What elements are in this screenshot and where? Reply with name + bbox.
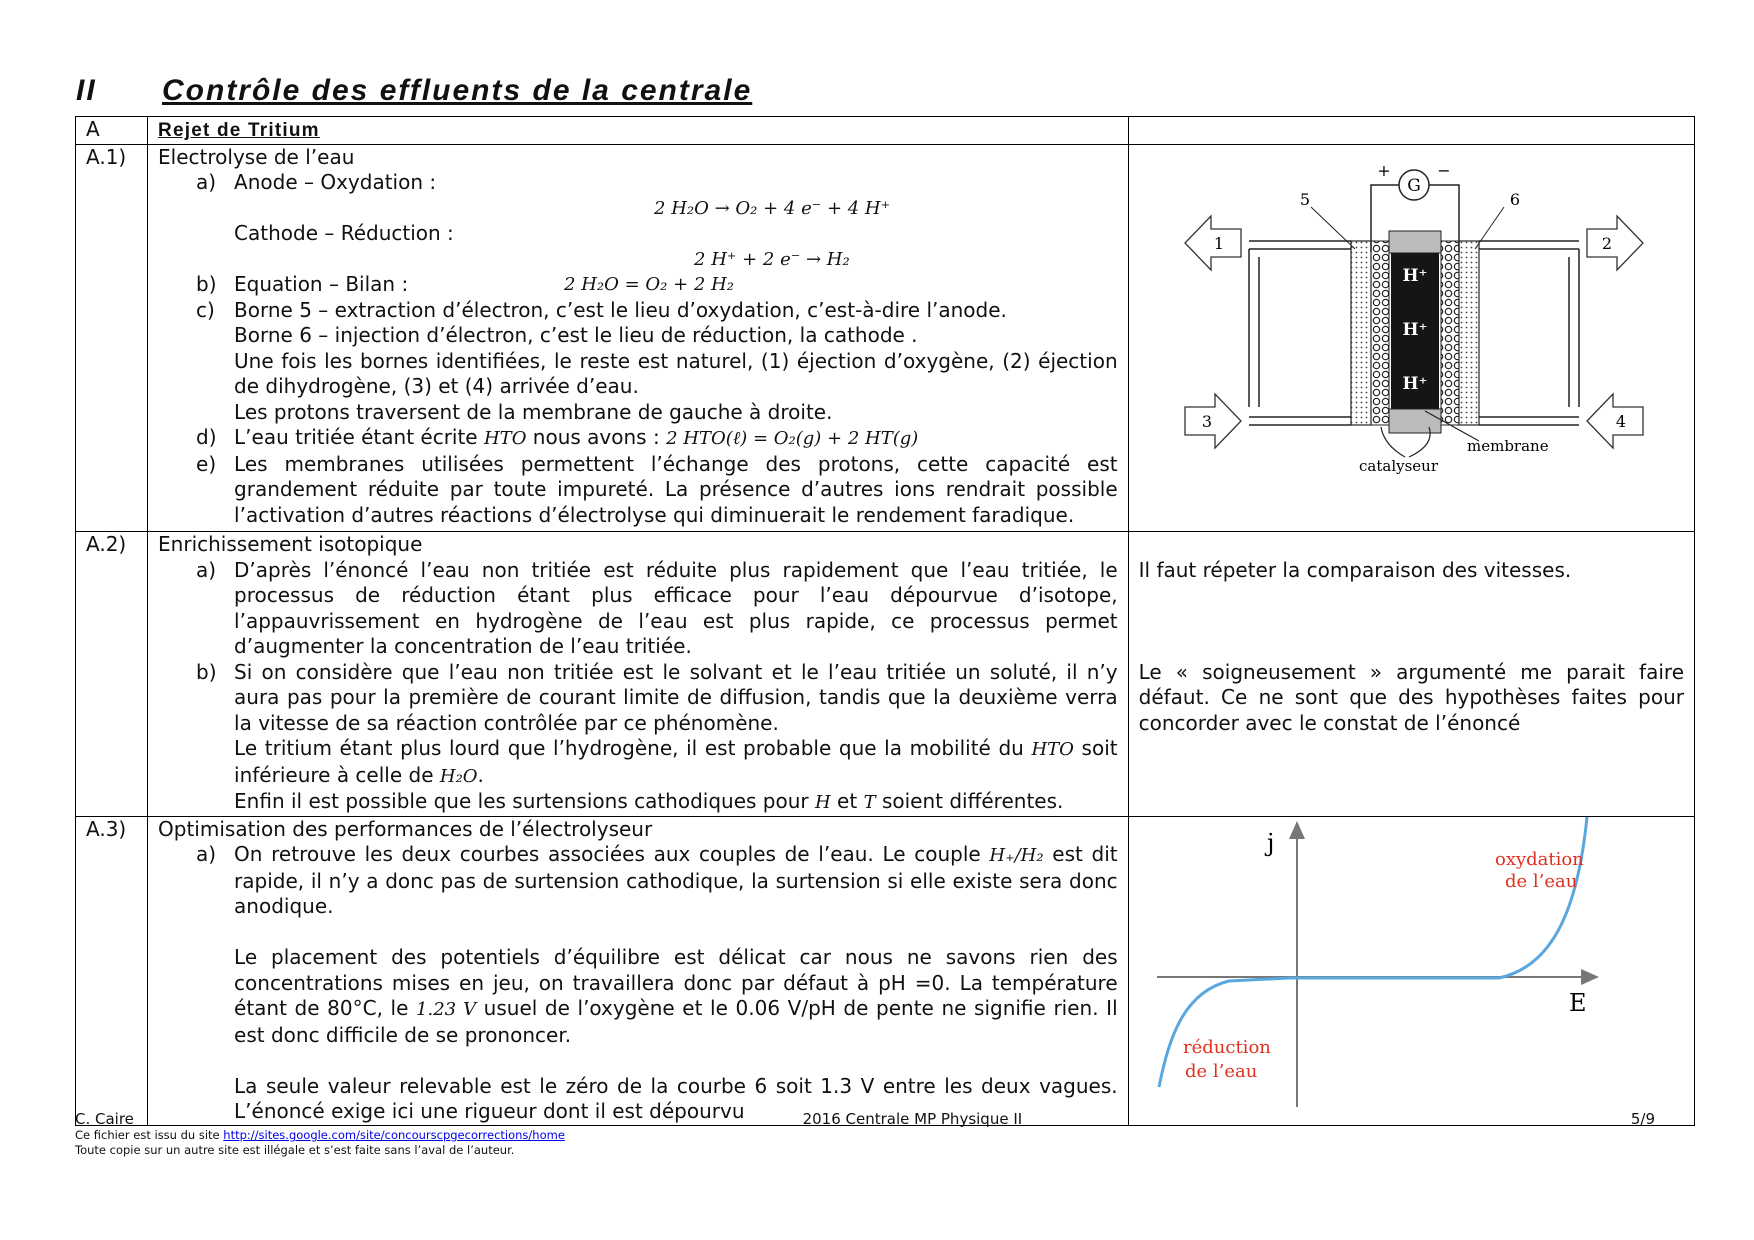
row-a1-id: A.1) xyxy=(76,144,148,532)
electrolyzer-diagram xyxy=(1129,145,1695,525)
header-label: Rejet de Tritium xyxy=(158,120,320,141)
correction-table xyxy=(75,116,1695,1126)
footer-course: 2016 Centrale MP Physique II xyxy=(802,1110,1023,1128)
a1-e-text: Les membranes utilisées permettent l’échange des protons, cette capacité est grandement réduite par toute impureté. La présence d’autres ions rendrait possible l’activation d’autres réactions d’électrolyse qui diminuerait le rendement faradique. xyxy=(234,451,1118,527)
lead-5 xyxy=(1311,207,1355,249)
arrow-2 xyxy=(1587,216,1643,270)
header-row xyxy=(76,117,1695,145)
a3-a-text1: On retrouve les deux courbes associées aux couples de l’eau. Le couple xyxy=(234,842,990,866)
a1-cathode-text: Cathode – Réduction : xyxy=(234,221,454,245)
a2-b-text2b: soit inférieure à celle de xyxy=(234,736,1118,787)
a2-b-text3a: Enfin il est possible que les surtensions cathodiques pour xyxy=(234,789,815,813)
header-empty xyxy=(1128,117,1694,145)
eq-bilan: 2 H₂O = O₂ + 2 H₂ xyxy=(564,274,734,295)
e-axis-arrow xyxy=(1581,969,1599,985)
a1-a-label: a) xyxy=(196,170,217,194)
a2-a-text: D’après l’énoncé l’eau non tritiée est réduite plus rapidement que l’eau tritiée, le processus de réduction étant plus efficace pour l’eau dépourvue d’isotope, l’appauvrissement en hydrogène de l’eau est plus rapide, ce processus permet d’augmenter la concentration de l’eau tritiée. xyxy=(234,557,1118,658)
terminal-6: 6 xyxy=(1509,189,1520,209)
a3-p3: La seule valeur relevable est le zéro de la courbe 6 soit 1.3 V entre les deux vagues. L’énoncé exige ici une rigueur dont il est dépourvu xyxy=(234,1073,1118,1123)
section-title-text: Contrôle des effluents de la centrale xyxy=(162,74,753,107)
arrow-1-label: 1 xyxy=(1213,233,1224,253)
a1-a-text: Anode – Oxydation : xyxy=(234,170,437,194)
a3-p2b: usuel de l’oxygène et le 0.06 V/pH de pente ne signifie rien. Il est donc difficile de se prononcer. xyxy=(234,996,1118,1047)
a2-b-h2o: H₂O xyxy=(439,765,478,787)
plus-label: + xyxy=(1376,160,1391,180)
channel-top-left xyxy=(1249,241,1351,407)
a3-a-text2: est dit rapide, il n’y a donc pas de surtension cathodique, la surtension si elle existe sera donc anodique. xyxy=(234,842,1118,918)
a1-c-line1: Borne 5 – extraction d’électron, c’est le lieu d’oxydation, c’est-à-dire l’anode. xyxy=(234,297,1007,322)
section-number: II xyxy=(76,74,97,107)
arrow-2-label: 2 xyxy=(1601,233,1612,253)
eq-tritium: 2 HTO(ℓ) = O₂(g) + 2 HT(g) xyxy=(666,428,919,449)
channel-bot-right xyxy=(1479,417,1579,425)
red-label-2: de l’eau xyxy=(1184,1060,1257,1082)
section-title xyxy=(76,74,752,108)
channel-top-right xyxy=(1479,241,1579,407)
row-a1-content xyxy=(148,144,1129,532)
row-a2-content xyxy=(148,532,1129,817)
row-a3-content xyxy=(148,816,1129,1125)
a2-b-text3c: soient différentes. xyxy=(875,789,1064,813)
a2-heading: Enrichissement isotopique xyxy=(158,532,423,556)
membrane-label: membrane xyxy=(1466,436,1549,455)
a2-a-label: a) xyxy=(196,557,217,582)
a2-comment-2: Le « soigneusement » argumenté me parait faire défaut. Ce ne sont que des hypothèses faites pour concorder avec le constat de l’énoncé xyxy=(1138,659,1684,735)
a2-b-text1: Si on considère que l’eau non tritiée est le solvant et le l’eau tritiée un soluté, il n’y aura pas pour la première de courant limite de diffusion, tandis que la deuxième verra la vitesse de sa réaction contrôlée par ce phénomène. xyxy=(234,659,1118,735)
a1-b-label: b) xyxy=(196,272,217,296)
terminal-5: 5 xyxy=(1299,189,1310,209)
footer-source-link[interactable]: http://sites.google.com/site/concourscpgecorrections/home xyxy=(223,1128,565,1142)
a2-b-text2a: Le tritium étant plus lourd que l’hydrogène, il est probable que la mobilité du xyxy=(234,736,1032,760)
red-label-1: réduction xyxy=(1182,1036,1271,1058)
footer-author: C. Caire xyxy=(75,1110,134,1128)
a1-heading: Electrolyse de l’eau xyxy=(158,144,355,169)
row-a2-id: A.2) xyxy=(76,532,148,817)
a2-b-h: H xyxy=(815,792,831,813)
ox-label-1: oxydation xyxy=(1494,848,1584,870)
a3-couple: H₊/H₂ xyxy=(989,845,1044,866)
header-id: A xyxy=(76,117,148,145)
a3-p2a: Le placement des potentiels d’équilibre est délicat car nous ne savons rien des concentrations mises en jeu, on travaillera donc par défaut à pH =0. La température étant de 80°C, le xyxy=(234,945,1118,1020)
row-a2-comments xyxy=(1128,532,1694,817)
catalyst-left xyxy=(1371,241,1389,425)
a3-a-label: a) xyxy=(196,842,217,866)
anode-electrode xyxy=(1351,241,1371,425)
a1-d-text: L’eau tritiée étant écrite xyxy=(234,425,484,449)
j-axis-arrow xyxy=(1289,821,1305,839)
proton-3: H⁺ xyxy=(1402,373,1428,394)
channel-bot-left xyxy=(1249,417,1351,425)
arrow-3-label: 3 xyxy=(1201,411,1212,431)
a1-e-label: e) xyxy=(196,451,217,476)
a1-c-line3: Une fois les bornes identifiées, le reste est naturel, (1) éjection d’oxygène, (2) éjection de dihydrogène, (3) et (4) arrivée d’eau. xyxy=(234,348,1118,398)
a2-b-text3b: et xyxy=(830,789,864,813)
a1-d-text2: nous avons : xyxy=(526,425,667,449)
proton-1: H⁺ xyxy=(1402,265,1428,286)
eq-cathode: 2 H⁺ + 2 e⁻ → H₂ xyxy=(694,248,850,270)
row-a1 xyxy=(76,144,1695,532)
proton-2: H⁺ xyxy=(1402,319,1428,340)
a1-b-text: Equation – Bilan : xyxy=(234,272,409,296)
generator-label: G xyxy=(1406,175,1421,196)
footer-copyright: Toute copie sur un autre site est illégale et s’est faite sans l’aval de l’auteur. xyxy=(75,1143,515,1157)
row-a3-id: A.3) xyxy=(76,816,148,1125)
a1-c-line2: Borne 6 – injection d’électron, c’est le lieu de réduction, la cathode . xyxy=(234,323,918,347)
minus-label: − xyxy=(1436,160,1451,180)
a1-d-label: d) xyxy=(196,425,217,449)
cathode-electrode xyxy=(1459,241,1479,425)
electrolyzer-cell xyxy=(1128,144,1694,532)
catalyst-label: catalyseur xyxy=(1358,456,1438,475)
arrow-4-label: 4 xyxy=(1615,411,1626,431)
row-a3 xyxy=(76,816,1695,1125)
a1-d-hto: HTO xyxy=(483,428,527,449)
a2-b-text2c: . xyxy=(477,762,484,787)
a3-heading: Optimisation des performances de l’électrolyseur xyxy=(158,816,653,841)
a1-c-line4: Les protons traversent de la membrane de gauche à droite. xyxy=(234,399,833,424)
ox-label-2: de l’eau xyxy=(1504,870,1577,892)
membrane-top-cap xyxy=(1389,231,1441,253)
footer-page: 5/9 xyxy=(1630,1110,1655,1128)
catalyst-right xyxy=(1441,241,1459,425)
a2-comment-1: Il faut répeter la comparaison des vitesses. xyxy=(1138,557,1572,582)
eq-anode: 2 H₂O → O₂ + 4 e⁻ + 4 H⁺ xyxy=(654,197,891,219)
a2-b-label: b) xyxy=(196,659,217,684)
a1-c-label: c) xyxy=(196,297,215,322)
a2-b-hto: HTO xyxy=(1031,739,1074,760)
a2-b-t: T xyxy=(863,792,876,813)
e-label: E xyxy=(1568,988,1587,1017)
current-potential-cell xyxy=(1128,816,1694,1125)
arrow-3 xyxy=(1185,394,1241,448)
row-a2 xyxy=(76,532,1695,817)
footer-source-prefix: Ce fichier est issu du site xyxy=(75,1128,224,1142)
membrane-bottom-cap xyxy=(1389,409,1441,433)
a3-p2v: 1.23 V xyxy=(416,999,477,1020)
current-potential-graph xyxy=(1129,817,1695,1117)
j-label: j xyxy=(1266,828,1275,857)
page-footer xyxy=(75,1110,1655,1158)
